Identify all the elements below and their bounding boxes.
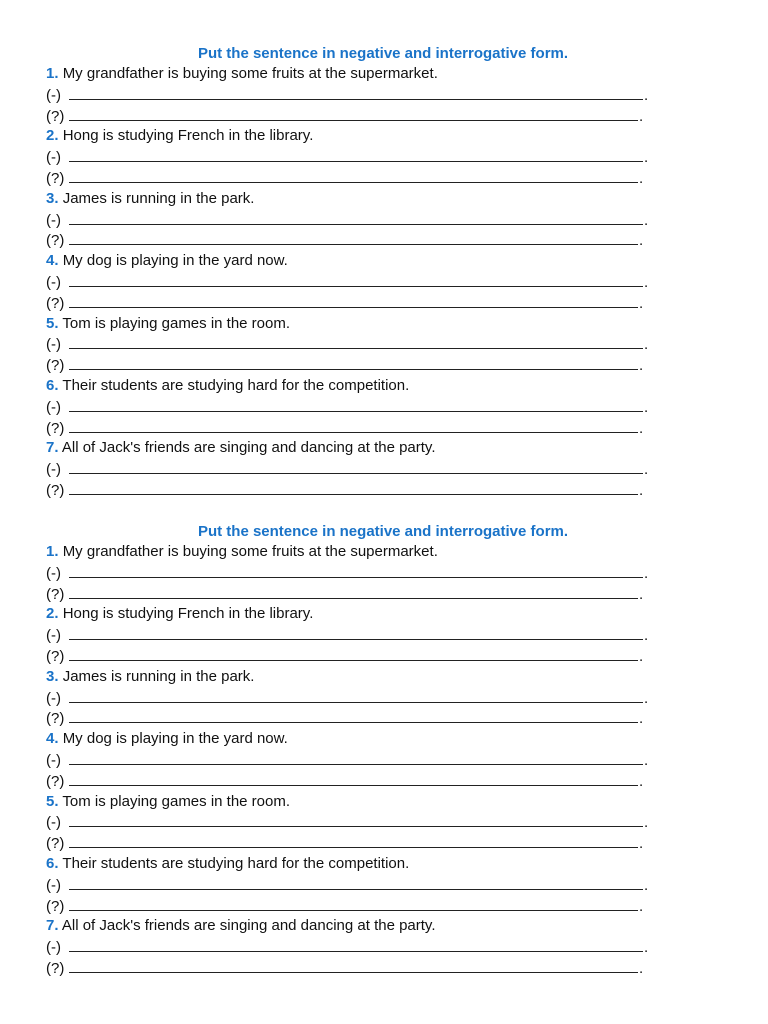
question-number: 5. [46, 792, 59, 810]
interrogative-mark: (?) [46, 107, 65, 125]
negative-answer-line-row [46, 937, 656, 958]
line-end-period: . [639, 835, 644, 853]
question-sentence: James is running in the park. [62, 189, 255, 207]
line-end-period: . [639, 419, 644, 437]
interrogative-mark: (?) [46, 959, 65, 977]
line-end-period: . [644, 751, 649, 769]
line-end-period: . [644, 627, 649, 645]
interrogative-mark: (?) [46, 481, 65, 499]
line-end-period: . [644, 689, 649, 707]
interrogative-answer-line[interactable] [69, 833, 638, 848]
negative-answer-line-row [46, 272, 656, 293]
interrogative-mark: (?) [46, 294, 65, 312]
interrogative-answer-line[interactable] [69, 958, 638, 973]
interrogative-mark: (?) [46, 772, 65, 790]
line-end-period: . [639, 107, 644, 125]
line-end-period: . [639, 481, 644, 499]
line-end-period: . [644, 149, 649, 167]
question-row [46, 604, 656, 625]
line-end-period: . [644, 273, 649, 291]
interrogative-answer-line-row [46, 355, 656, 376]
negative-mark: (-) [46, 751, 61, 769]
negative-answer-line-row [46, 563, 656, 584]
question-row [46, 64, 656, 85]
interrogative-answer-line-row [46, 833, 656, 854]
interrogative-mark: (?) [46, 169, 65, 187]
negative-answer-line-row [46, 210, 656, 231]
interrogative-answer-line[interactable] [69, 418, 638, 433]
question-sentence: All of Jack's friends are singing and dancing at the party. [61, 439, 436, 457]
interrogative-answer-line[interactable] [69, 293, 638, 308]
interrogative-mark: (?) [46, 232, 65, 250]
question-number: 6. [46, 376, 59, 394]
negative-mark: (-) [46, 336, 61, 354]
negative-answer-line[interactable] [69, 625, 643, 640]
question-sentence: My dog is playing in the yard now. [62, 252, 288, 270]
negative-mark: (-) [46, 939, 61, 957]
negative-mark: (-) [46, 627, 61, 645]
line-end-period: . [644, 939, 649, 957]
question-number: 2. [46, 605, 59, 623]
negative-answer-line-row [46, 147, 656, 168]
negative-mark: (-) [46, 876, 61, 894]
interrogative-answer-line-row [46, 293, 656, 314]
question-number: 3. [46, 667, 59, 685]
interrogative-answer-line[interactable] [69, 708, 638, 723]
negative-answer-line[interactable] [69, 688, 643, 703]
interrogative-answer-line-row [46, 771, 656, 792]
interrogative-answer-line[interactable] [69, 646, 638, 661]
question-number: 1. [46, 543, 59, 560]
interrogative-answer-line-row [46, 646, 656, 667]
question-sentence: My grandfather is buying some fruits at the supermarket. [62, 543, 438, 560]
line-end-period: . [639, 710, 644, 728]
negative-answer-line-row [46, 875, 656, 896]
question-row [46, 542, 656, 563]
negative-answer-line[interactable] [69, 875, 643, 890]
negative-answer-line-row [46, 812, 656, 833]
line-end-period: . [644, 211, 649, 229]
negative-answer-line-row [46, 397, 656, 418]
question-sentence: My dog is playing in the yard now. [62, 730, 288, 748]
question-sentence: Hong is studying French in the library. [62, 605, 314, 623]
negative-mark: (-) [46, 461, 61, 479]
question-number: 4. [46, 730, 59, 748]
question-row [46, 189, 656, 210]
interrogative-answer-line-row [46, 896, 656, 917]
line-end-period: . [644, 564, 649, 582]
interrogative-answer-line[interactable] [69, 355, 638, 370]
negative-answer-line-row [46, 750, 656, 771]
question-sentence: Tom is playing games in the room. [62, 314, 291, 332]
line-end-period: . [639, 232, 644, 250]
question-row [46, 667, 656, 688]
negative-answer-line[interactable] [69, 812, 643, 827]
negative-answer-line[interactable] [69, 210, 643, 225]
question-number: 3. [46, 189, 59, 207]
line-end-period: . [639, 585, 644, 603]
negative-mark: (-) [46, 814, 61, 832]
interrogative-mark: (?) [46, 647, 65, 665]
question-row [46, 126, 656, 147]
worksheet-block-2 [46, 522, 656, 979]
question-sentence: Hong is studying French in the library. [62, 127, 314, 145]
negative-answer-line-row [46, 334, 656, 355]
question-row [46, 438, 656, 459]
line-end-period: . [639, 772, 644, 790]
question-number: 7. [46, 917, 59, 935]
negative-answer-line[interactable] [69, 334, 643, 349]
line-end-period: . [639, 357, 644, 375]
interrogative-mark: (?) [46, 897, 65, 915]
question-row [46, 314, 656, 335]
interrogative-answer-line[interactable] [69, 106, 638, 121]
question-sentence: Their students are studying hard for the competition. [62, 376, 410, 394]
question-sentence: Tom is playing games in the room. [62, 792, 291, 810]
negative-mark: (-) [46, 564, 61, 582]
negative-answer-line[interactable] [69, 563, 643, 578]
question-row [46, 854, 656, 875]
line-end-period: . [639, 294, 644, 312]
negative-answer-line[interactable] [69, 937, 643, 952]
worksheet-block-1 [46, 44, 656, 501]
worksheet-title: Put the sentence in negative and interrogative form. [197, 45, 569, 62]
line-end-period: . [644, 336, 649, 354]
question-row [46, 792, 656, 813]
negative-mark: (-) [46, 398, 61, 416]
negative-mark: (-) [46, 273, 61, 291]
interrogative-answer-line-row [46, 480, 656, 501]
interrogative-answer-line[interactable] [69, 896, 638, 911]
question-number: 6. [46, 854, 59, 872]
line-end-period: . [644, 398, 649, 416]
interrogative-answer-line[interactable] [69, 230, 638, 245]
interrogative-answer-line-row [46, 106, 656, 127]
question-row [46, 729, 656, 750]
negative-answer-line[interactable] [69, 750, 643, 765]
question-number: 5. [46, 314, 59, 332]
interrogative-answer-line-row [46, 708, 656, 729]
negative-answer-line-row [46, 459, 656, 480]
interrogative-mark: (?) [46, 835, 65, 853]
negative-answer-line[interactable] [69, 397, 643, 412]
interrogative-answer-line[interactable] [69, 771, 638, 786]
interrogative-answer-line-row [46, 230, 656, 251]
negative-answer-line-row [46, 688, 656, 709]
question-row [46, 916, 656, 937]
negative-mark: (-) [46, 211, 61, 229]
interrogative-mark: (?) [46, 585, 65, 603]
line-end-period: . [639, 959, 644, 977]
negative-answer-line[interactable] [69, 272, 643, 287]
interrogative-answer-line-row [46, 418, 656, 439]
question-number: 2. [46, 127, 59, 145]
negative-answer-line[interactable] [69, 85, 643, 100]
line-end-period: . [639, 897, 644, 915]
interrogative-answer-line[interactable] [69, 584, 638, 599]
question-row [46, 376, 656, 397]
question-sentence: My grandfather is buying some fruits at the supermarket. [62, 65, 438, 82]
interrogative-answer-line[interactable] [69, 168, 638, 183]
interrogative-answer-line-row [46, 958, 656, 979]
line-end-period: . [644, 461, 649, 479]
line-end-period: . [644, 876, 649, 894]
question-number: 1. [46, 65, 59, 82]
question-sentence: All of Jack's friends are singing and dancing at the party. [61, 917, 436, 935]
interrogative-mark: (?) [46, 710, 65, 728]
question-row [46, 251, 656, 272]
line-end-period: . [639, 647, 644, 665]
line-end-period: . [639, 169, 644, 187]
negative-mark: (-) [46, 86, 61, 104]
negative-mark: (-) [46, 689, 61, 707]
interrogative-answer-line[interactable] [69, 480, 638, 495]
line-end-period: . [644, 814, 649, 832]
negative-answer-line-row [46, 625, 656, 646]
negative-answer-line-row [46, 85, 656, 106]
negative-answer-line[interactable] [69, 459, 643, 474]
interrogative-mark: (?) [46, 419, 65, 437]
interrogative-answer-line-row [46, 584, 656, 605]
line-end-period: . [644, 86, 649, 104]
worksheet-title: Put the sentence in negative and interrogative form. [197, 523, 569, 540]
negative-mark: (-) [46, 149, 61, 167]
interrogative-mark: (?) [46, 357, 65, 375]
negative-answer-line[interactable] [69, 147, 643, 162]
question-number: 7. [46, 439, 59, 457]
question-sentence: Their students are studying hard for the competition. [62, 854, 410, 872]
interrogative-answer-line-row [46, 168, 656, 189]
question-number: 4. [46, 252, 59, 270]
question-sentence: James is running in the park. [62, 667, 255, 685]
